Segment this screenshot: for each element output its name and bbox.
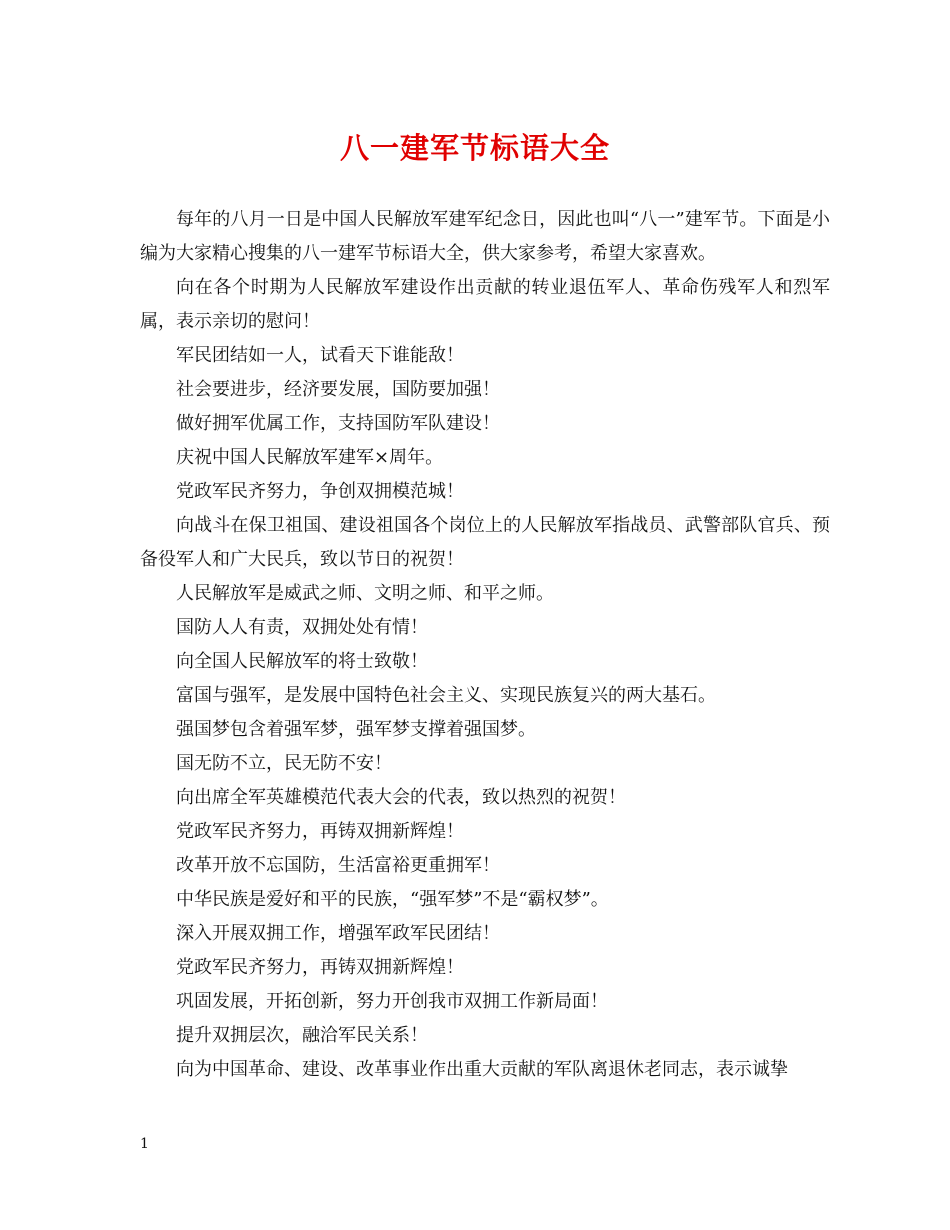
document-title: 八一建军节标语大全 [339, 131, 610, 165]
document-body [140, 203, 830, 1087]
paragraph: 提升双拥层次，融洽军民关系！ [176, 1025, 428, 1046]
paragraph: 庆祝中国人民解放军建军×周年。 [176, 447, 444, 468]
paragraph: 国无防不立，民无防不安！ [176, 753, 392, 774]
paragraph: 做好拥军优属工作，支持国防军队建设！ [176, 413, 500, 434]
paragraph: 国防人人有责，双拥处处有情！ [176, 617, 428, 638]
paragraph: 党政军民齐努力，再铸双拥新辉煌！ [176, 821, 464, 842]
paragraph: 向全国人民解放军的将士致敬！ [176, 651, 428, 672]
page-number: 1 [140, 1136, 149, 1152]
paragraph: 向战斗在保卫祖国、建设祖国各个岗位上的人民解放军指战员、武警部队官兵、预备役军人和广大民兵，致以节日的祝贺！ [140, 515, 830, 570]
paragraph: 党政军民齐努力，再铸双拥新辉煌！ [176, 957, 464, 978]
paragraph: 党政军民齐努力，争创双拥模范城！ [176, 481, 464, 502]
paragraph: 富国与强军，是发展中国特色社会主义、实现民族复兴的两大基石。 [176, 685, 716, 706]
paragraph: 军民团结如一人，试看天下谁能敌！ [176, 345, 464, 366]
paragraph: 强国梦包含着强军梦，强军梦支撑着强国梦。 [176, 719, 536, 740]
paragraph: 改革开放不忘国防，生活富裕更重拥军！ [176, 855, 500, 876]
paragraph: 向出席全军英雄模范代表大会的代表，致以热烈的祝贺！ [176, 787, 626, 808]
paragraph: 每年的八月一日是中国人民解放军建军纪念日，因此也叫“八一”建军节。下面是小编为大家精心搜集的八一建军节标语大全，供大家参考，希望大家喜欢。 [140, 209, 830, 264]
paragraph: 人民解放军是威武之师、文明之师、和平之师。 [176, 583, 554, 604]
paragraph: 社会要进步，经济要发展，国防要加强！ [176, 379, 500, 400]
paragraph: 巩固发展，开拓创新，努力开创我市双拥工作新局面！ [176, 991, 608, 1012]
paragraph: 中华民族是爱好和平的民族，“强军梦”不是“霸权梦”。 [176, 889, 609, 910]
paragraph: 向为中国革命、建设、改革事业作出重大贡献的军队离退休老同志，表示诚挚 [176, 1059, 788, 1080]
paragraph: 深入开展双拥工作，增强军政军民团结！ [176, 923, 500, 944]
paragraph: 向在各个时期为人民解放军建设作出贡献的转业退伍军人、革命伤残军人和烈军属，表示亲切的慰问！ [140, 277, 830, 332]
